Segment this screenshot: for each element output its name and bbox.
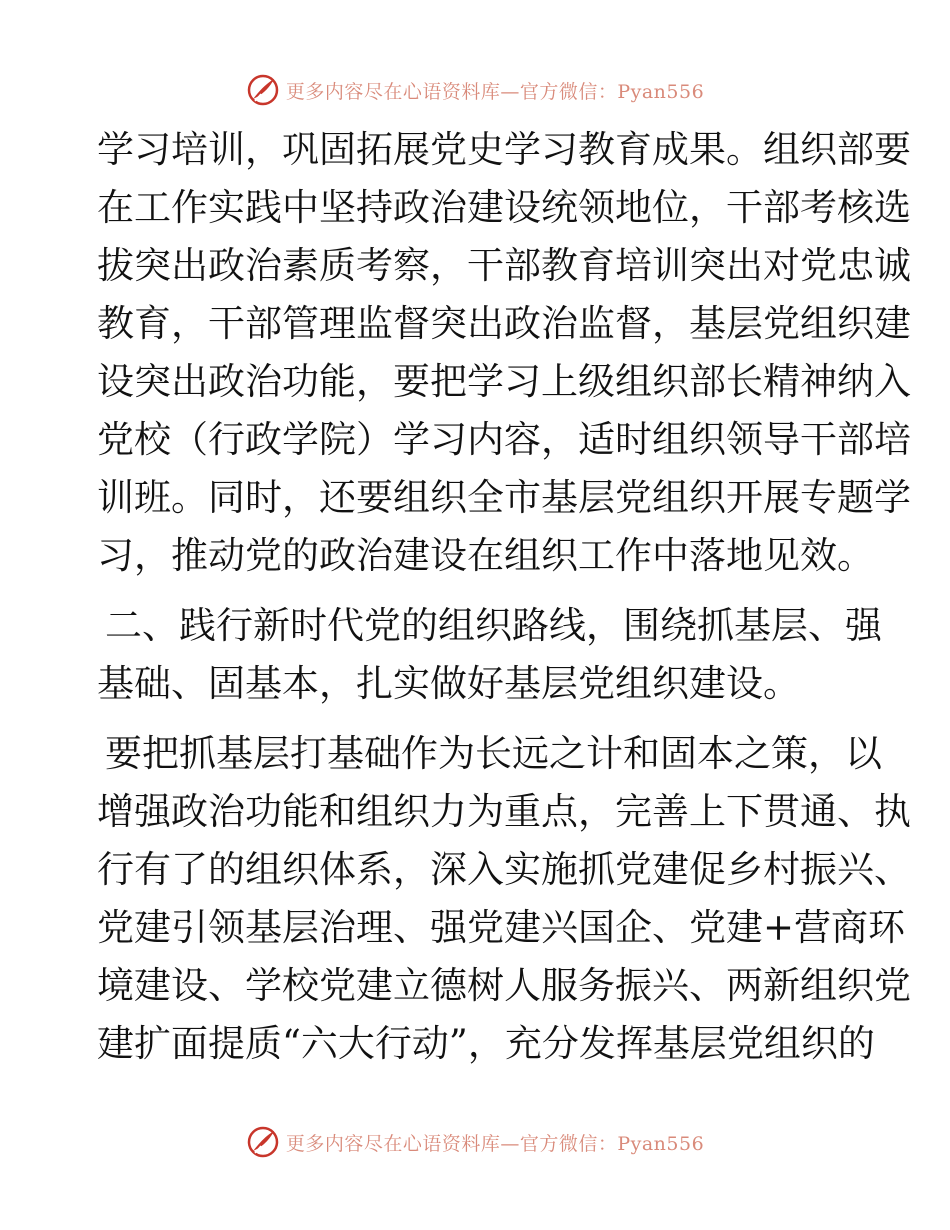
header-watermark-text: 更多内容尽在心语资料库—官方微信：Pyan556 (285, 80, 705, 103)
document-body (97, 121, 911, 1073)
text-line: 基础、固基本，扎实做好基层党组织建设。 (97, 662, 800, 705)
text-line: 建扩面提质“六大行动”，充分发挥基层党组织的 (97, 1022, 875, 1065)
section-heading-2 (97, 597, 882, 713)
text-line: 二、践行新时代党的组织路线，围绕抓基层、强 (105, 604, 882, 647)
text-line: 党建引领基层治理、强党建兴国企、党建+营商环 (97, 906, 906, 949)
text-line: 教育，干部管理监督突出政治监督，基层党组织建 (97, 302, 911, 345)
quill-logo-icon (246, 1125, 280, 1159)
quill-logo-icon (246, 73, 280, 107)
text-line: 训班。同时，还要组织全市基层党组织开展专题学 (97, 476, 911, 519)
text-line: 设突出政治功能，要把学习上级组织部长精神纳入 (97, 360, 911, 403)
text-line: 在工作实践中坚持政治建设统领地位，干部考核选 (97, 186, 911, 229)
paragraph-1 (97, 121, 911, 585)
footer-watermark (0, 1122, 950, 1162)
header-watermark (0, 70, 950, 110)
footer-watermark-text: 更多内容尽在心语资料库—官方微信：Pyan556 (285, 1132, 705, 1155)
text-line: 学习培训，巩固拓展党史学习教育成果。组织部要 (97, 128, 911, 171)
text-line: 行有了的组织体系，深入实施抓党建促乡村振兴、 (97, 848, 911, 891)
text-line: 增强政治功能和组织力为重点，完善上下贯通、执 (97, 790, 911, 833)
text-line: 拔突出政治素质考察，干部教育培训突出对党忠诚 (97, 244, 911, 287)
text-line: 要把抓基层打基础作为长远之计和固本之策，以 (105, 732, 882, 775)
paragraph-3 (97, 725, 911, 1073)
text-line: 习，推动党的政治建设在组织工作中落地见效。 (97, 534, 874, 577)
text-line: 境建设、学校党建立德树人服务振兴、两新组织党 (97, 964, 911, 1007)
text-line: 党校（行政学院）学习内容，适时组织领导干部培 (97, 418, 911, 461)
